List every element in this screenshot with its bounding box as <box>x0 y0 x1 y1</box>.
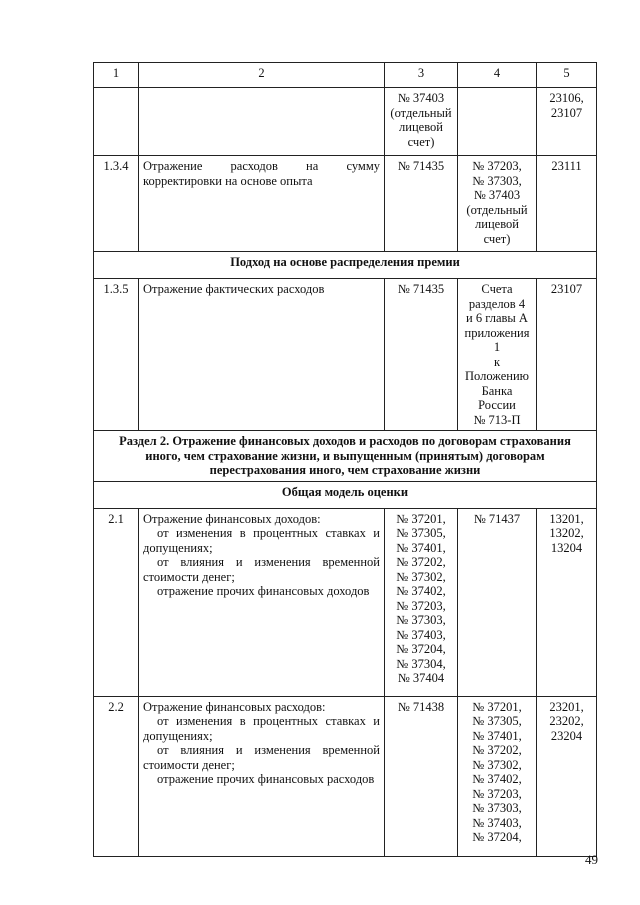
section-heading-line: Раздел 2. Отражение финансовых доходов и расходов по договорам страхования <box>119 434 571 448</box>
account-line: Счета <box>481 282 513 296</box>
header-cell: 5 <box>537 63 597 88</box>
section-heading <box>94 431 597 482</box>
num-cell: 2.1 <box>94 508 139 696</box>
account-line: № 37303, <box>396 613 446 627</box>
account-line: № 37202, <box>396 555 446 569</box>
account-line: лицевой <box>399 120 443 134</box>
table-row <box>94 696 597 856</box>
desc-line: Отражение расходов на сумму <box>143 159 380 173</box>
desc-cell <box>139 696 385 856</box>
desc-item: отражение прочих финансовых доходов <box>157 584 370 598</box>
credit-cell <box>458 88 537 156</box>
account-line: № 37402, <box>396 584 446 598</box>
desc-cell <box>139 88 385 156</box>
section-title: Общая модель оценки <box>94 481 597 508</box>
account-line: и 6 главы А <box>466 311 528 325</box>
desc-cell <box>139 156 385 252</box>
debit-cell: № 71438 <box>385 696 458 856</box>
desc-item: от изменения в процентных ставках и допущениях; <box>143 714 380 743</box>
table-row <box>94 279 597 431</box>
symbol-line: 13202, <box>549 526 584 540</box>
header-cell: 3 <box>385 63 458 88</box>
desc-title: Отражение финансовых расходов: <box>143 699 326 714</box>
debit-cell: № 71435 <box>385 156 458 252</box>
accounts-table <box>93 62 597 857</box>
header-cell: 4 <box>458 63 537 88</box>
symbol-line: 23107 <box>550 105 583 120</box>
num-cell: 2.2 <box>94 696 139 856</box>
account-line: № 37403, <box>396 627 446 642</box>
credit-cell <box>458 156 537 252</box>
table-row <box>94 88 597 156</box>
desc-line: корректировки на основе опыта <box>143 173 313 188</box>
account-line: № 37203, <box>396 598 446 613</box>
symbol-line: 23106, <box>549 91 584 105</box>
account-line: № 37403, <box>472 815 522 830</box>
account-line: № 37305, <box>396 526 446 540</box>
account-line: (отдельный <box>390 105 452 120</box>
debit-cell: № 71435 <box>385 279 458 431</box>
account-line: № 37302, <box>472 757 522 772</box>
account-line: № 37403 <box>397 91 445 105</box>
account-line: № 37401, <box>472 728 522 743</box>
section-heading-line: иного, чем страхование жизни, и выпущенным (принятым) договорам <box>145 448 545 463</box>
page-number: 49 <box>585 852 598 867</box>
account-line: счет) <box>483 231 511 246</box>
table-header-row <box>94 63 597 88</box>
account-line: № 37202, <box>472 743 522 757</box>
symbol-line: 23202, <box>549 714 584 728</box>
desc-item: от влияния и изменения временной стоимости денег; <box>143 555 380 584</box>
symbol-cell: 23107 <box>537 279 597 431</box>
symbol-line: 13201, <box>549 511 584 526</box>
table-row <box>94 156 597 252</box>
num-cell <box>94 88 139 156</box>
desc-title: Отражение финансовых доходов: <box>143 511 321 526</box>
account-line: № 37404 <box>397 671 445 685</box>
num-cell: 1.3.4 <box>94 156 139 252</box>
section-row <box>94 252 597 279</box>
symbol-line: 13204 <box>550 540 583 555</box>
account-line: Банка России <box>478 383 516 412</box>
account-line: № 37204, <box>396 642 446 656</box>
symbol-line: 23201, <box>549 699 584 714</box>
account-line: № 37302, <box>396 569 446 584</box>
section-row <box>94 431 597 482</box>
table-row <box>94 508 597 696</box>
desc-item: от влияния и изменения временной стоимости денег; <box>143 743 380 772</box>
symbol-cell: 23111 <box>537 156 597 252</box>
account-line: № 37401, <box>396 540 446 555</box>
account-line: № 37403 <box>473 188 521 202</box>
credit-cell <box>458 279 537 431</box>
account-line: № 37402, <box>472 772 522 786</box>
symbol-cell <box>537 508 597 696</box>
symbol-line: 23204 <box>550 728 583 743</box>
account-line: № 37204, <box>472 830 522 844</box>
account-line: к Положению <box>464 354 530 383</box>
section-heading-line: перестрахования иного, чем страхование жизни <box>209 463 481 477</box>
debit-cell <box>385 88 458 156</box>
account-line: (отдельный <box>466 202 528 217</box>
header-cell: 1 <box>94 63 139 88</box>
section-title: Подход на основе распределения премии <box>94 252 597 279</box>
account-line: № 37201, <box>472 699 522 714</box>
desc-item: отражение прочих финансовых расходов <box>157 772 375 786</box>
debit-cell <box>385 508 458 696</box>
account-line: лицевой <box>475 217 519 231</box>
account-line: счет) <box>407 134 435 149</box>
account-line: № 37203, <box>472 159 522 173</box>
credit-cell <box>458 696 537 856</box>
desc-cell <box>139 508 385 696</box>
account-line: № 713-П <box>473 412 521 427</box>
header-cell: 2 <box>139 63 385 88</box>
section-row <box>94 481 597 508</box>
account-line: приложения 1 <box>464 325 530 354</box>
account-line: № 37303, <box>472 173 522 188</box>
account-line: № 37305, <box>472 714 522 728</box>
account-line: № 37203, <box>472 786 522 801</box>
num-cell: 1.3.5 <box>94 279 139 431</box>
credit-cell: № 71437 <box>458 508 537 696</box>
symbol-cell <box>537 696 597 856</box>
desc-cell: Отражение фактических расходов <box>139 279 385 431</box>
symbol-cell <box>537 88 597 156</box>
account-line: № 37303, <box>472 801 522 815</box>
account-line: № 37201, <box>396 511 446 526</box>
desc-item: от изменения в процентных ставках и допущениях; <box>143 526 380 555</box>
account-line: № 37304, <box>396 656 446 671</box>
account-line: разделов 4 <box>468 296 526 311</box>
